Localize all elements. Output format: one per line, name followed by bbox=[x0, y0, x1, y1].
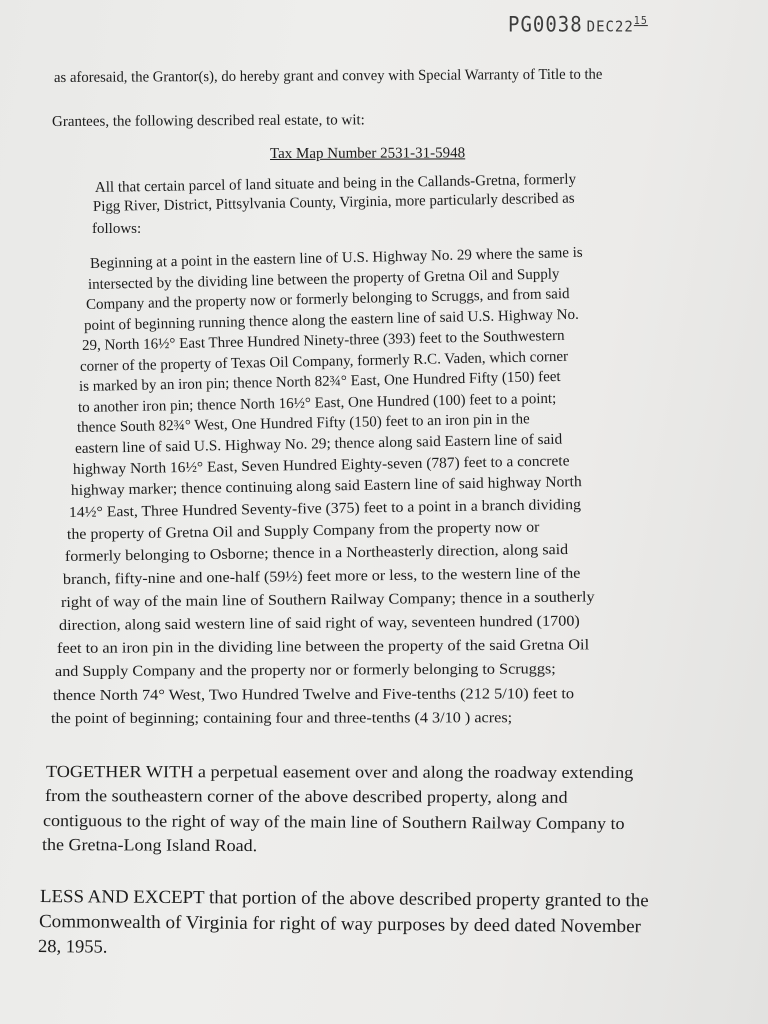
description-line: thence North 74° West, Two Hundred Twelve and Five-tenths (212 5/10) feet to bbox=[52, 686, 575, 704]
description-line: corner of the property of Texas Oil Company, formerly R.C. Vaden, which corner bbox=[79, 348, 569, 375]
description-line: 29, North 16½° East Three Hundred Ninety-three (393) feet to the Southwestern bbox=[81, 327, 565, 354]
together-line: the Gretna-Long Island Road. bbox=[41, 835, 258, 856]
description-line: Beginning at a point in the eastern line of U.S. Highway No. 29 where the same is bbox=[89, 244, 583, 272]
description-line: thence South 82¾° West, One Hundred Fifty (150) feet to an iron pin in the bbox=[76, 411, 530, 436]
book-page-stamp bbox=[508, 13, 648, 37]
less-except-line: LESS AND EXCEPT that portion of the above described property granted to the bbox=[39, 887, 649, 912]
stamp-book-number: PG0038 bbox=[508, 12, 583, 38]
description-line: and Supply Company and the property nor or formerly belonging to Scruggs; bbox=[54, 661, 556, 680]
description-line: eastern line of said U.S. Highway No. 29; thence along said Eastern line of said bbox=[74, 431, 563, 457]
stamp-date: DEC22 bbox=[586, 18, 634, 36]
less-except-line: Commonwealth of Virginia for right of way purposes by deed dated November bbox=[38, 912, 642, 938]
stamp-superscript: 15 bbox=[633, 15, 648, 28]
description-line: highway North 16½° East, Seven Hundred Eighty-seven (787) feet to a concrete bbox=[72, 453, 570, 478]
together-line: from the southeastern corner of the above described property, along and bbox=[44, 786, 568, 807]
description-line: highway marker; thence continuing along said Eastern line of said highway North bbox=[70, 474, 582, 499]
description-line: point of beginning running thence along the eastern line of said U.S. Highway No. bbox=[83, 306, 579, 334]
less-except-line: 28, 1955. bbox=[37, 937, 108, 958]
intro-line: as aforesaid, the Grantor(s), do hereby grant and convey with Special Warranty of Title to the bbox=[53, 66, 603, 86]
parcel-line: Pigg River, District, Pittsylvania County, Virginia, more particularly described as bbox=[92, 190, 575, 215]
together-line: TOGETHER WITH a perpetual easement over and along the roadway extending bbox=[45, 762, 634, 783]
description-line: branch, fifty-nine and one-half (59½) feet more or less, to the western line of the bbox=[62, 565, 581, 588]
intro-line: Grantees, the following described real estate, to wit: bbox=[51, 112, 365, 130]
description-line: feet to an iron pin in the dividing line between the property of the said Gretna Oil bbox=[56, 637, 590, 657]
description-line: direction, along said western line of said right of way, seventeen hundred (1700) bbox=[58, 613, 580, 634]
description-line: to another iron pin; thence North 16½° East, One Hundred (100) feet to a point; bbox=[77, 390, 557, 416]
description-line: is marked by an iron pin; thence North 82¾° East, One Hundred Fifty (150) feet bbox=[78, 368, 561, 395]
parcel-line: All that certain parcel of land situate and being in the Callands-Gretna, formerly bbox=[94, 171, 577, 196]
description-line: 14½° East, Three Hundred Seventy-five (375) feet to a point in a branch dividing bbox=[68, 496, 582, 521]
description-line: intersected by the dividing line between the property of Gretna Oil and Supply bbox=[87, 266, 560, 293]
together-line: contiguous to the right of way of the main line of Southern Railway Company to bbox=[42, 811, 625, 834]
tax-map-heading: Tax Map Number 2531-31-5948 bbox=[269, 145, 466, 162]
description-line: the property of Gretna Oil and Supply Company from the property now or bbox=[66, 519, 540, 543]
description-line: right of way of the main line of Southern Railway Company; thence in a southerly bbox=[60, 589, 595, 611]
description-line: formerly belonging to Osborne; thence in a Northeasterly direction, along said bbox=[64, 541, 569, 565]
description-line: Company and the property now or formerly belonging to Scruggs, and from said bbox=[85, 286, 570, 313]
description-line: the point of beginning; containing four and three-tenths (4 3/10 ) acres; bbox=[50, 710, 513, 727]
parcel-line: follows: bbox=[92, 221, 142, 237]
